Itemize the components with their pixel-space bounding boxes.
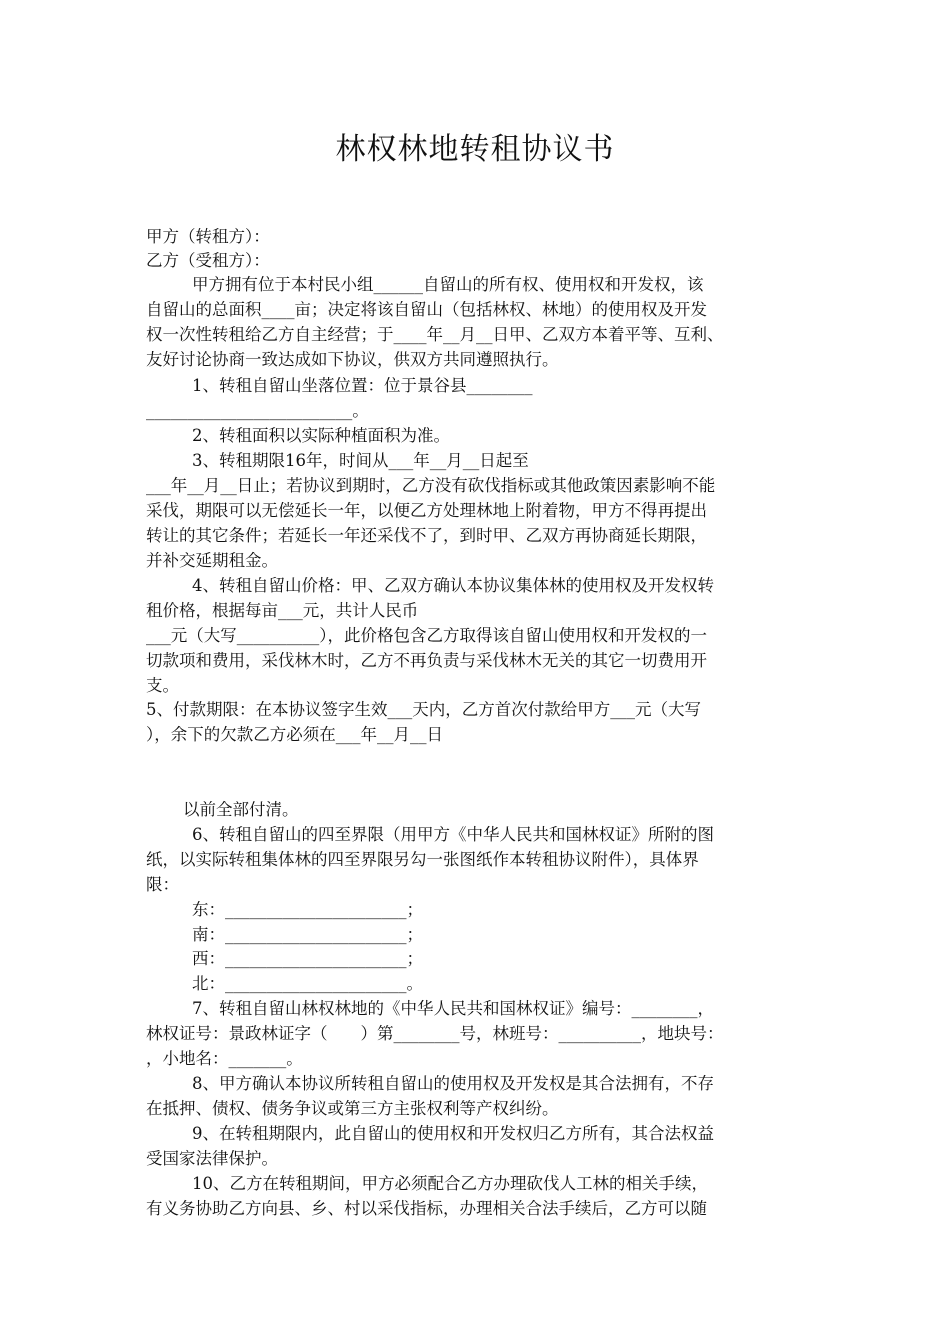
clause-4-line: 4、转租自留山价格：甲、乙双方确认本协议集体林的使用权及开发权转 [192,576,714,595]
body-line: ___年__月__日止；若协议到期时，乙方没有砍伐指标或其他政策因素影响不能 [146,476,716,495]
clause-2-line: 2、转租面积以实际种植面积为准。 [192,426,450,445]
party-a-line: 甲方（转租方）： [146,227,270,246]
body-line: 在抵押、债权、债务争议或第三方主张权利等产权纠纷。 [146,1099,559,1118]
body-line: ___元（大写__________），此价格包含乙方取得该自留山使用权和开发权的一 [146,626,707,645]
body-line: 甲方拥有位于本村民小组______自留山的所有权、使用权和开发权，该 [192,275,704,294]
boundary-south: 南：______________________； [192,925,423,944]
body-line: 并补交延期租金。 [146,551,278,570]
body-line: 限： [146,875,179,894]
body-line: 切款项和费用，采伐林木时，乙方不再负责与采伐林木无关的其它一切费用开 [146,651,707,670]
clause-7-line: 7、转租自留山林权林地的《中华人民共和国林权证》编号：________， [192,999,714,1018]
clause-1-line: 1、转租自留山坐落位置：位于景谷县________ [192,376,533,395]
body-line: 支。 [146,676,179,695]
body-line: 有义务协助乙方向县、乡、村以采伐指标，办理相关合法手续后，乙方可以随 [146,1199,707,1218]
boundary-east: 东：______________________； [192,900,423,919]
body-line: ，小地名：_______。 [146,1049,303,1068]
clause-8-line: 8、甲方确认本协议所转租自留山的使用权及开发权是其合法拥有，不存 [192,1074,714,1093]
body-line: 受国家法律保护。 [146,1149,278,1168]
boundary-west: 西：______________________； [192,949,423,968]
body-line: 自留山的总面积____亩；决定将该自留山（包括林权、林地）的使用权及开发 [146,300,707,319]
body-line: 租价格，根据每亩___元，共计人民币 [146,601,419,620]
clause-5-line: 5、付款期限：在本协议签字生效___天内，乙方首次付款给甲方___元（大写 [146,700,701,719]
body-line: 纸，以实际转租集体林的四至界限另勾一张图纸作本转租协议附件），具体界 [146,850,699,869]
body-line: 转让的其它条件；若延长一年还采伐不了，到时甲、乙双方再协商延长期限， [146,526,707,545]
body-line: 林权证号：景政林证字（ ）第________号，林班号：__________，地块号： [146,1024,724,1043]
boundary-north: 北：______________________。 [192,974,423,993]
body-line: ），余下的欠款乙方必须在___年__月__日 [146,725,443,744]
body-line: 权一次性转租给乙方自主经营；于____年__月__日甲、乙双方本着平等、互利、 [146,325,724,344]
clause-9-line: 9、在转租期限内，此自留山的使用权和开发权归乙方所有，其合法权益 [192,1124,714,1143]
party-b-line: 乙方（受租方）： [146,251,270,270]
body-line: 采伐，期限可以无偿延长一年，以便乙方处理林地上附着物，甲方不得再提出 [146,501,707,520]
clause-10-line: 10、乙方在转租期间，甲方必须配合乙方办理砍伐人工林的相关手续， [192,1174,708,1193]
body-line: 友好讨论协商一致达成如下协议，供双方共同遵照执行。 [146,350,559,369]
clause-6-line: 6、转租自留山的四至界限（用甲方《中华人民共和国林权证》所附的图 [192,825,714,844]
body-line: _________________________。 [146,401,369,420]
body-line: 以前全部付清。 [183,800,299,819]
document-title: 林权林地转租协议书 [335,132,615,167]
clause-3-line: 3、转租期限16年，时间从___年__月__日起至 [192,451,529,470]
